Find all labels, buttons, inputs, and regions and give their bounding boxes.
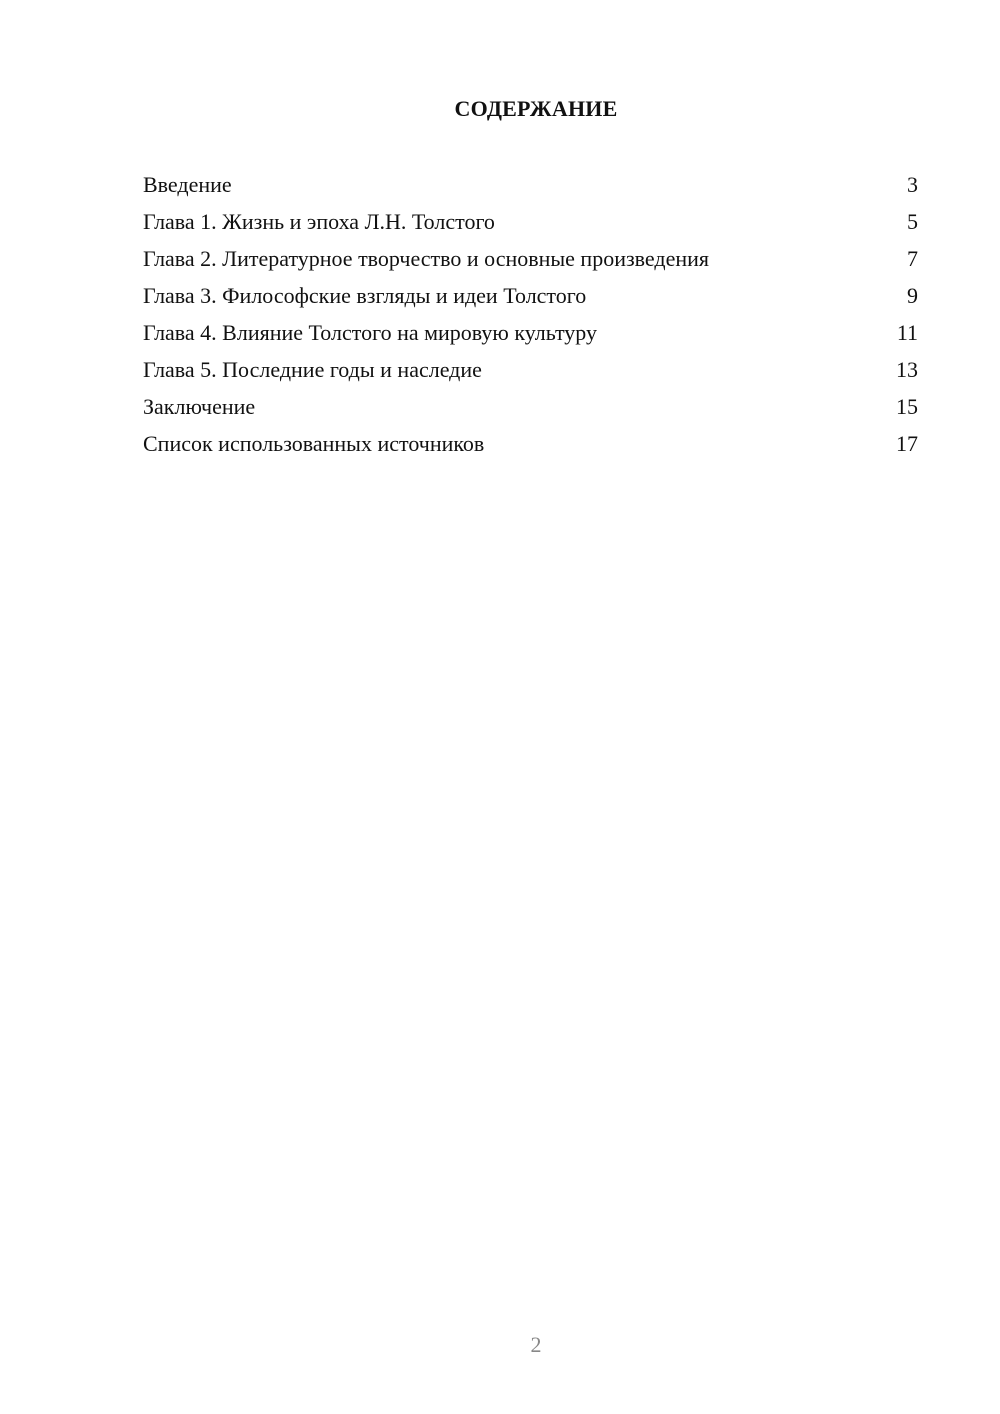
toc-entry	[143, 203, 918, 240]
toc-entry	[143, 240, 918, 277]
toc-entry-title: Глава 5. Последние годы и наследие	[143, 357, 482, 382]
toc-entry	[143, 314, 918, 351]
toc-entry-title: Список использованных источников	[143, 431, 485, 456]
toc-entry	[143, 277, 918, 314]
toc-entry-title: Заключение	[143, 394, 256, 419]
toc-entry	[143, 425, 918, 462]
toc-entry-title: Введение	[143, 172, 232, 197]
toc-entry-page: 5	[907, 209, 918, 234]
toc-entry-page: 15	[896, 394, 918, 419]
toc-entry-title: Глава 4. Влияние Толстого на мировую культуру	[143, 320, 597, 345]
toc-entry-title: Глава 3. Философские взгляды и идеи Толстого	[143, 283, 587, 308]
toc-entry	[143, 388, 918, 425]
toc-entry-title: Глава 1. Жизнь и эпоха Л.Н. Толстого	[143, 209, 495, 234]
toc-entry-page: 11	[896, 320, 918, 345]
toc-entry-title: Глава 2. Литературное творчество и основные произведения	[143, 246, 710, 271]
toc-entry	[143, 166, 918, 203]
toc-list	[143, 166, 918, 462]
toc-entry-page: 3	[907, 172, 918, 197]
toc-entry-page: 7	[907, 246, 918, 271]
toc-heading: СОДЕРЖАНИЕ	[454, 96, 618, 121]
toc-entry-page: 9	[907, 283, 918, 308]
page-number: 2	[530, 1332, 542, 1357]
toc-entry-page: 13	[896, 357, 918, 382]
toc-entry-page: 17	[896, 431, 918, 456]
toc-entry	[143, 351, 918, 388]
